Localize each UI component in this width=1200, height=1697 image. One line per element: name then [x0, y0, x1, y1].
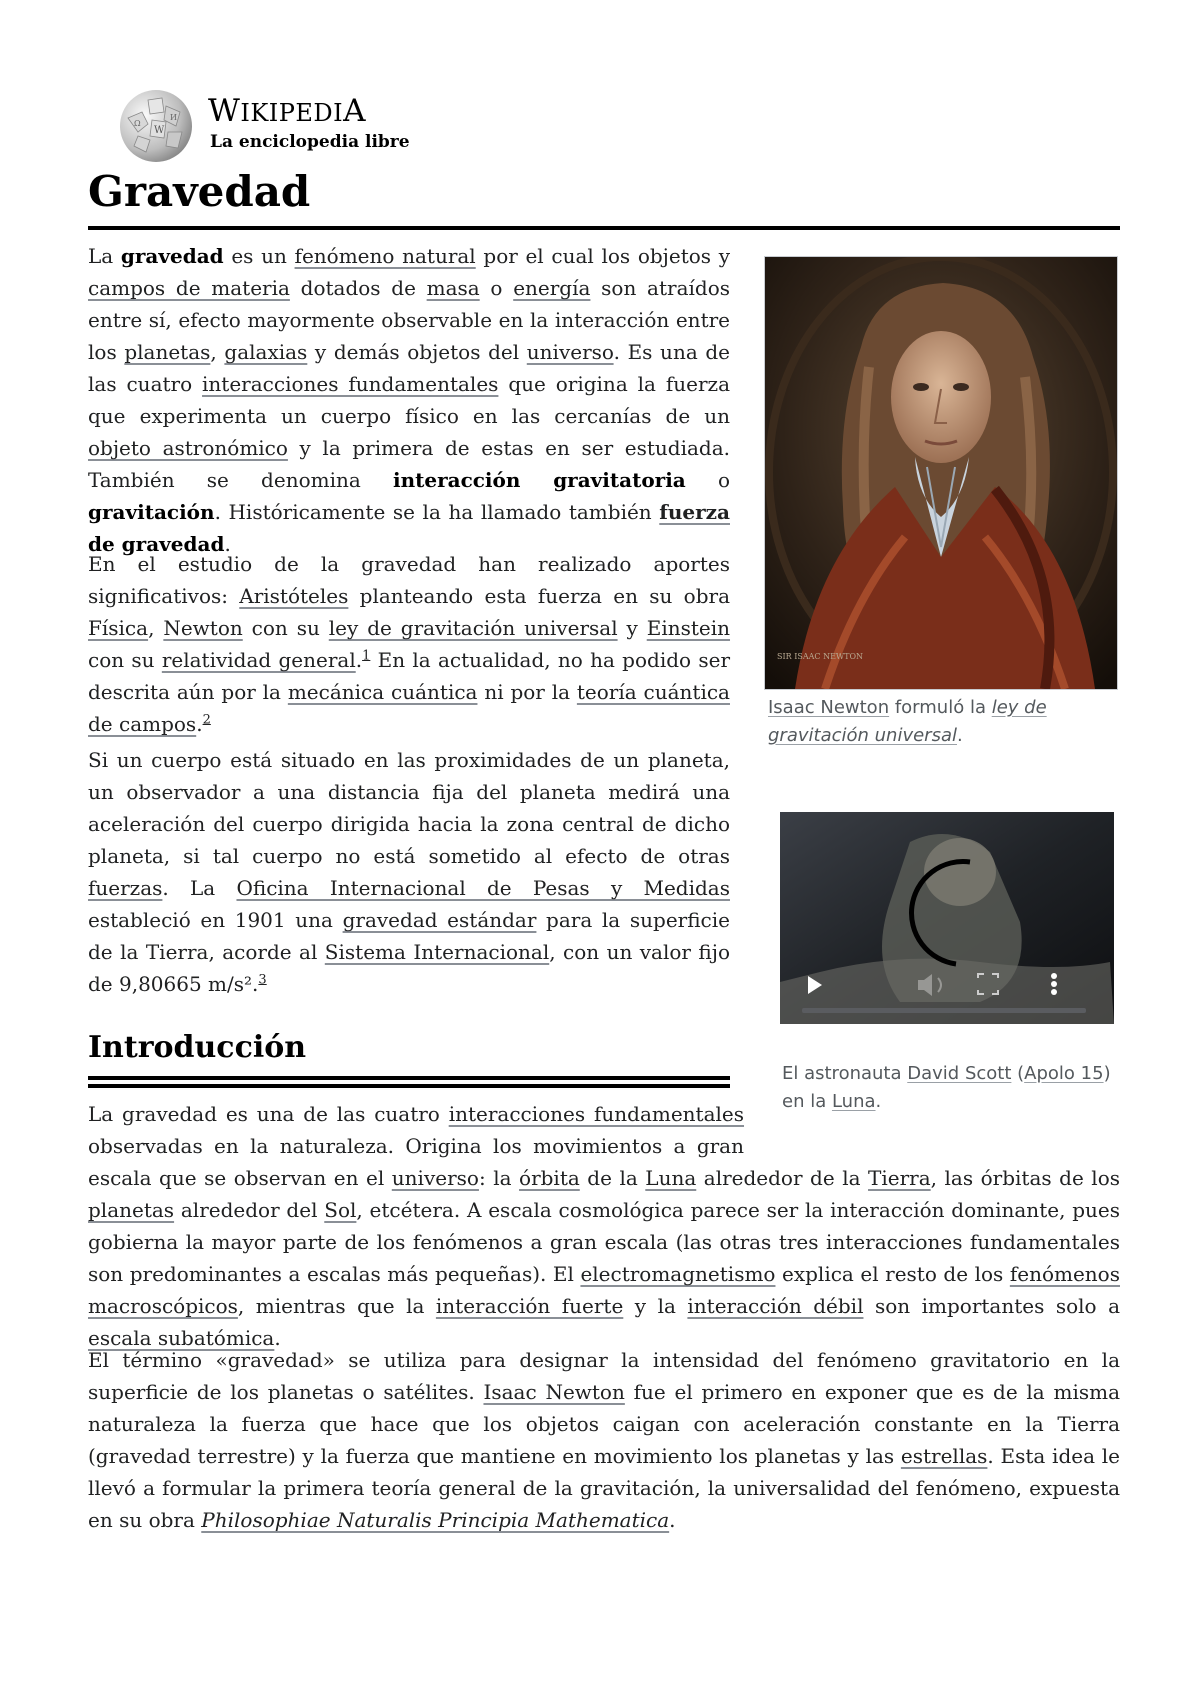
link-planetas[interactable]: planetas — [124, 340, 211, 364]
loading-spinner-icon — [912, 862, 970, 964]
svg-text:И: И — [170, 113, 177, 122]
link-principia[interactable]: Philosophiae Naturalis Principia Mathematica — [201, 1508, 670, 1532]
link-einstein[interactable]: Einstein — [646, 616, 731, 640]
video-progress-bar[interactable] — [802, 1008, 1086, 1013]
svg-text:W: W — [154, 125, 165, 136]
fullscreen-icon[interactable] — [978, 974, 998, 994]
link-objeto-astronomico[interactable]: objeto astronómico — [88, 436, 288, 460]
section-divider — [88, 1076, 730, 1080]
video-player[interactable] — [780, 812, 1114, 1024]
newton-portrait[interactable] — [764, 256, 1118, 690]
section-divider — [88, 1084, 730, 1088]
reference-2[interactable]: 2 — [202, 712, 211, 728]
bold-term: gravedad — [120, 244, 224, 268]
portrait-plate-text: SIR ISAAC NEWTON — [777, 652, 864, 661]
title-divider — [88, 226, 1120, 230]
link-david-scott[interactable]: David Scott — [907, 1063, 1012, 1084]
link-fuerza[interactable]: fuerza — [659, 500, 730, 524]
bold-term: interacción gravitatoria — [392, 468, 686, 492]
newton-caption: Isaac Newton formuló la ley de gravitación universal. — [768, 697, 1047, 746]
link-interacciones-fundamentales[interactable]: interacciones fundamentales — [202, 372, 499, 396]
link-universo[interactable]: universo — [391, 1166, 479, 1190]
link-interaccion-fuerte[interactable]: interacción fuerte — [435, 1294, 624, 1318]
link-energia[interactable]: energía — [513, 276, 591, 300]
link-apolo-15[interactable]: Apolo 15 — [1024, 1063, 1104, 1084]
link-relatividad-general[interactable]: relatividad general — [161, 648, 356, 672]
article-page — [88, 0, 1120, 1697]
link-campos-de-materia[interactable]: campos de materia — [88, 276, 290, 300]
wordmark-final: A — [343, 93, 367, 129]
more-options-icon[interactable] — [1051, 973, 1057, 995]
lead-paragraph-3: Si un cuerpo está situado en las proximidades de un planeta, un observador a una distancia fija del planeta medirá una aceleración del cuerpo dirigida hacia la zona central de dicho planeta, si tal cuerpo no está sometido al efecto de otras fuerzas. La Oficina Internacional de Pesas y Medidas estableció en 1901 una gravedad estándar para la superficie de la Tierra, acorde al Sistema Internacional, con un valor fijo de 9,80665 m/s².$^3$ — [88, 748, 730, 996]
link-ley-de-gravitacion-universal[interactable]: ley de gravitación universal — [328, 616, 618, 640]
link-teoria-cuantica-de-campos[interactable]: teoría cuántica de campos — [88, 680, 730, 736]
link-planetas[interactable]: planetas — [88, 1198, 175, 1222]
section-heading-introduccion: Introducción — [88, 1030, 307, 1065]
portrait-image — [765, 257, 1117, 689]
link-gravedad-estandar[interactable]: gravedad estándar — [342, 908, 537, 932]
link-fisica[interactable]: Física — [88, 616, 149, 640]
link-newton[interactable]: Newton — [163, 616, 243, 640]
bold-term: gravitación — [88, 500, 215, 524]
wordmark-initial: W — [208, 93, 241, 129]
link-galaxias[interactable]: galaxias — [224, 340, 308, 364]
link-aristoteles[interactable]: Aristóteles — [239, 584, 349, 608]
section-paragraph-1: La gravedad es una de las cuatro interacciones fundamentales observadas en la naturaleza. Origina los movimientos a gran escala que se observan en el universo: la órbita de la Luna alrededor de la Tierra, las órbitas de los planetas alrededor del Sol, etcétera. A escala cosmológica parece ser la interacción dominante, pues gobierna la mayor parte de los fenómenos a gran escala (las otras tres interacciones fundamentales son predominantes a escalas más pequeñas). El electromagnetismo explica el resto de los fenómenos macroscópicos, mientras que la interacción fuerte y la interacción débil son importantes solo a escala subatómica. — [88, 1098, 1120, 1354]
link-electromagnetismo[interactable]: electromagnetismo — [580, 1262, 776, 1286]
link-interacciones-fundamentales[interactable]: interacciones fundamentales — [448, 1102, 745, 1126]
link-tierra[interactable]: Tierra — [868, 1166, 931, 1190]
reference-1[interactable]: 1 — [362, 648, 371, 664]
link-fenomeno-natural[interactable]: fenómeno natural — [294, 244, 476, 268]
wikipedia-wordmark — [208, 94, 366, 130]
link-luna[interactable]: Luna — [831, 1091, 876, 1112]
link-luna[interactable]: Luna — [645, 1166, 697, 1190]
link-estrellas[interactable]: estrellas — [900, 1444, 988, 1468]
link-sistema-internacional[interactable]: Sistema Internacional — [324, 940, 550, 964]
link-universo[interactable]: universo — [526, 340, 614, 364]
volume-icon[interactable] — [918, 974, 941, 996]
play-icon[interactable] — [808, 976, 822, 994]
link-masa[interactable]: masa — [426, 276, 480, 300]
link-sol[interactable]: Sol — [324, 1198, 357, 1222]
wikipedia-globe-icon — [118, 88, 194, 164]
link-mecanica-cuantica[interactable]: mecánica cuántica — [287, 680, 478, 704]
wikipedia-logo[interactable] — [118, 88, 418, 168]
lead-paragraph-2: En el estudio de la gravedad han realizado aportes significativos: Aristóteles planteando esta fuerza en su obra Física, Newton con su ley de gravitación universal y Einstein con su relatividad general.$^1$ En la actualidad, no ha podido ser descrita aún por la mecánica cuántica ni por la teoría cuántica de campos.$^2$ — [88, 552, 731, 736]
link-interaccion-debil[interactable]: interacción débil — [687, 1294, 864, 1318]
link-orbita[interactable]: órbita — [519, 1166, 580, 1190]
link-isaac-newton[interactable]: Isaac Newton — [768, 697, 890, 718]
page-title: Gravedad — [88, 167, 311, 216]
reference-3[interactable]: 3 — [258, 972, 267, 988]
section-paragraph-2: El término «gravedad» se utiliza para designar la intensidad del fenómeno gravitatorio en la superficie de los planetas o satélites. Isaac Newton fue el primero en exponer que es de la misma naturaleza la fuerza que hace que los objetos caigan con aceleración constante en la Tierra (gravedad terrestre) y la fuerza que mantiene en movimiento los planetas y las estrellas. Esta idea le llevó a formular la primera teoría general de la gravitación, la universalidad del fenómeno, expuesta en su obra Philosophiae Naturalis Principia Mathematica. — [88, 1348, 1120, 1532]
wordmark-middle: IKIPEDI — [240, 99, 344, 127]
link-fenomenos-macroscopicos[interactable]: fenómenos macroscópicos — [88, 1262, 1120, 1318]
link-escala-subatomica[interactable]: escala subatómica — [88, 1326, 275, 1350]
video-controls — [780, 812, 1114, 1024]
lead-paragraph-1: La gravedad es un fenómeno natural por el cual los objetos y campos de materia dotados de masa o energía son atraídos entre sí, efecto mayormente observable en la interacción entre los planetas, galaxias y demás objetos del universo. Es una de las cuatro interacciones fundamentales que origina la fuerza que experimenta un cuerpo físico en las cercanías de un objeto astronómico y la primera de estas en ser estudiada. También se denomina interacción gravitatoria o gravitación. Históricamente se la ha llamado también fuerza de gravedad. — [88, 244, 731, 556]
link-oficina-internacional-de-pesas-y-medidas[interactable]: Oficina Internacional de Pesas y Medidas — [236, 876, 730, 900]
link-fuerzas[interactable]: fuerzas — [88, 876, 163, 900]
video-caption: El astronauta David Scott (Apolo 15) en la Luna. — [782, 1063, 1111, 1112]
wikipedia-tagline: La enciclopedia libre — [210, 132, 410, 152]
link-ley-de-gravitacion-universal[interactable]: ley de gravitación universal — [768, 697, 1047, 746]
link-isaac-newton[interactable]: Isaac Newton — [483, 1380, 625, 1404]
svg-text:Ω: Ω — [134, 119, 141, 128]
